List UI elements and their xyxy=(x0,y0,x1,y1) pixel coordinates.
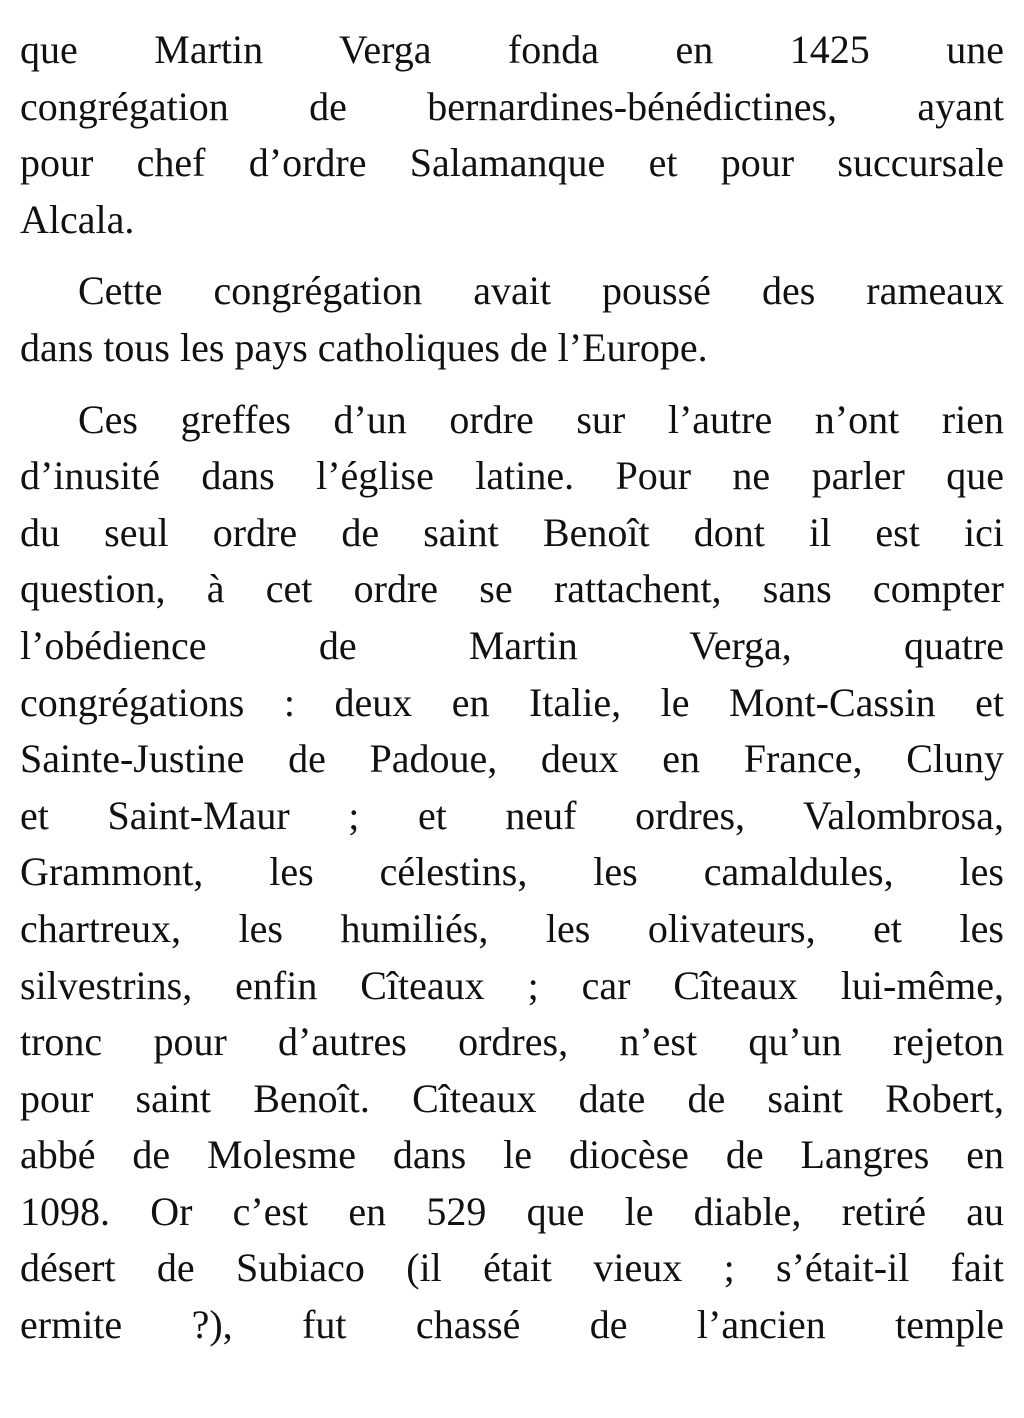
text-line: question, à cet ordre se rattachent, sans compter xyxy=(20,566,1004,612)
text-line: Grammont, les célestins, les camaldules, les xyxy=(20,849,1004,895)
text-line: pour saint Benoît. Cîteaux date de saint Robert, xyxy=(20,1075,1004,1121)
paragraph-1 xyxy=(20,22,1004,248)
text-line: ermite ?), fut chassé de l’ancien temple xyxy=(20,1302,1004,1348)
text-line: Ces greffes d’un ordre sur l’autre n’ont rien xyxy=(78,396,1004,442)
text-line: pour chef d’ordre Salamanque et pour succursale xyxy=(20,140,1004,186)
text-line: Sainte-Justine de Padoue, deux en France, Cluny xyxy=(20,736,1004,782)
text-line: l’obédience de Martin Verga, quatre xyxy=(20,622,1004,668)
text-line: congrégation de bernardines-bénédictines, ayant xyxy=(20,83,1004,129)
text-line: congrégations : deux en Italie, le Mont-Cassin et xyxy=(20,679,1004,725)
text-line: tronc pour d’autres ordres, n’est qu’un rejeton xyxy=(20,1019,1004,1065)
text-line: 1098. Or c’est en 529 que le diable, retiré au xyxy=(20,1188,1004,1234)
text-line: dans tous les pays catholiques de l’Europe. xyxy=(20,324,708,370)
text-line: silvestrins, enfin Cîteaux ; car Cîteaux lui-même, xyxy=(20,962,1004,1008)
text-line: du seul ordre de saint Benoît dont il est ici xyxy=(20,509,1004,555)
text-line: Alcala. xyxy=(20,196,135,242)
text-line: abbé de Molesme dans le diocèse de Langres en xyxy=(20,1132,1004,1178)
text-line: et Saint-Maur ; et neuf ordres, Valombrosa, xyxy=(20,792,1004,838)
text-line: désert de Subiaco (il était vieux ; s’était-il fait xyxy=(20,1245,1004,1291)
paragraph-3 xyxy=(20,392,1004,1354)
text-line: Cette congrégation avait poussé des rameaux xyxy=(78,268,1004,314)
page-body xyxy=(20,22,1004,1354)
text-line: chartreux, les humiliés, les olivateurs, et les xyxy=(20,905,1004,951)
text-line: que Martin Verga fonda en 1425 une xyxy=(20,27,1004,72)
text-line: d’inusité dans l’église latine. Pour ne parler que xyxy=(20,453,1004,499)
paragraph-2 xyxy=(20,263,1004,376)
